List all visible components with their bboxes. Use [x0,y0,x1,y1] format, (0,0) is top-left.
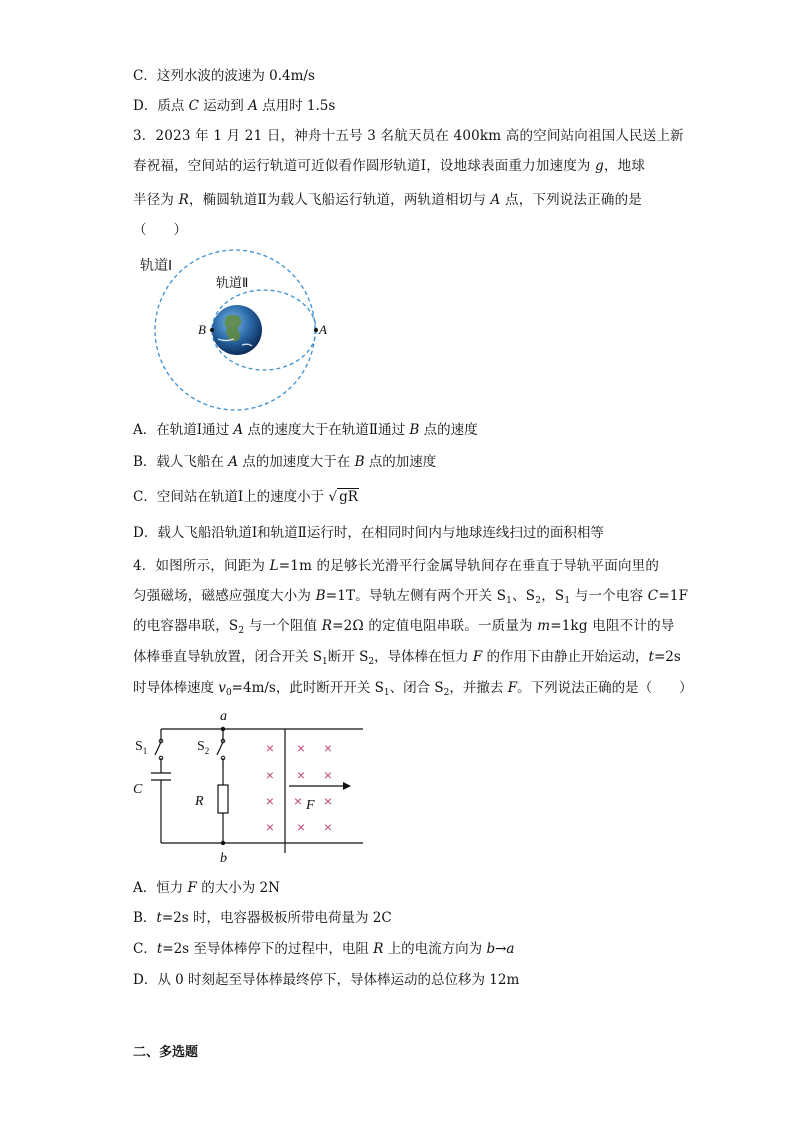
q3-option-a: A．在轨道Ⅰ通过 A 点的速度大于在轨道Ⅱ通过 B 点的速度 [133,422,478,438]
node-b-dot [221,841,225,845]
q3-stem-line3: 半径为 R，椭圆轨道Ⅱ为载人飞船运行轨道，两轨道相切与 A 点，下列说法正确的是 [133,192,642,208]
section-title: 二、多选题 [133,1044,199,1059]
field-cross: × [293,793,303,809]
field-cross: × [296,767,306,783]
label-capacitor: C [133,782,143,797]
field-cross: × [265,793,275,809]
prev-option-c: C．这列水波的波速为 0.4m/s [133,68,315,84]
force-arrowhead [343,782,351,790]
orbit-figure [130,245,360,415]
q4-stem-line4: 体棒垂直导轨放置，闭合开关 $S_1$断开 $S_2$，导体棒在恒力 F 的作用下由静止开始运动，t=2s [133,649,681,667]
point-b-label: B [198,322,206,337]
switch-s1-blade [155,742,161,755]
switch-s2-blade [217,742,223,755]
q3-option-b: B．载人飞船在 A 点的加速度大于在 B 点的加速度 [133,454,437,470]
q3-option-c: C．空间站在轨道Ⅰ上的速度小于 √ gR [133,489,358,505]
q4-stem-line3: 的电容器串联，$S_2$ 与一个阻值 R=2Ω 的定值电阻串联。一质量为 m=1kg 电阻不计的导 [133,618,675,636]
q4-option-c: C．t=2s 至导体棒停下的过程中，电阻 R 上的电流方向为 b→a [133,941,515,957]
point-b-dot [210,328,214,332]
q4-option-b: B．t=2s 时，电容器极板所带电荷量为 2C [133,910,392,926]
field-cross: × [323,740,333,756]
field-cross: × [296,819,306,835]
q3-stem-line2: 春祝福，空间站的运行轨道可近似看作圆形轨道Ⅰ，设地球表面重力加速度为 g，地球 [133,158,646,174]
field-cross: × [323,819,333,835]
label-switch-s2: $S_2$ [197,739,210,756]
circuit-figure [125,705,375,870]
orbit-1-label: 轨道Ⅰ [140,257,173,273]
sqrt-expression: √ gR [328,489,358,505]
q3-answer-bracket: （ ） [133,222,187,238]
field-cross: × [265,819,275,835]
q4-stem-line2: 匀强磁场，磁感应强度大小为 B=1T。导轨左侧有两个开关 $S_1$、$S_2$，$S_1$ 与一个电容 C=1F [133,588,689,606]
q3-stem-line1: 3．2023 年 1 月 21 日，神舟十五号 3 名航天员在 400km 高的空间站向祖国人民送上新 [133,128,684,144]
prev-option-d: D．质点 C 运动到 A 点用时 1.5s [133,98,336,114]
node-a-dot [221,727,225,731]
label-resistor: R [195,794,204,809]
q4-option-a: A．恒力 F 的大小为 2N [133,880,280,896]
point-a-label: A [319,322,327,337]
field-cross: × [323,767,333,783]
q4-stem-line1: 4．如图所示，间距为 L=1m 的足够长光滑平行金属导轨间存在垂直于导轨平面向里的 [133,558,660,574]
label-node-b: b [220,851,227,866]
field-cross: × [323,793,333,809]
orbit-2-label: 轨道Ⅱ [216,275,249,290]
field-cross: × [265,740,275,756]
q4-stem-line5: 时导体棒速度 $v_0=4m/s$，此时断开开关 $S_1$、闭合 $S_2$，并撤去 F。下列说法正确的是（ ） [133,680,693,698]
label-switch-s1: $S_1$ [135,739,148,756]
field-cross: × [296,740,306,756]
resistor [218,785,228,813]
q4-option-d: D．从 0 时刻起至导体棒最终停下，导体棒运动的总位移为 12m [133,972,520,988]
point-a-dot [314,328,318,332]
q3-option-d: D．载人飞船沿轨道Ⅰ和轨道Ⅱ运行时，在相同时间内与地球连线扫过的面积相等 [133,525,604,541]
field-cross: × [265,767,275,783]
label-node-a: a [220,709,227,724]
label-force: F [306,798,315,813]
